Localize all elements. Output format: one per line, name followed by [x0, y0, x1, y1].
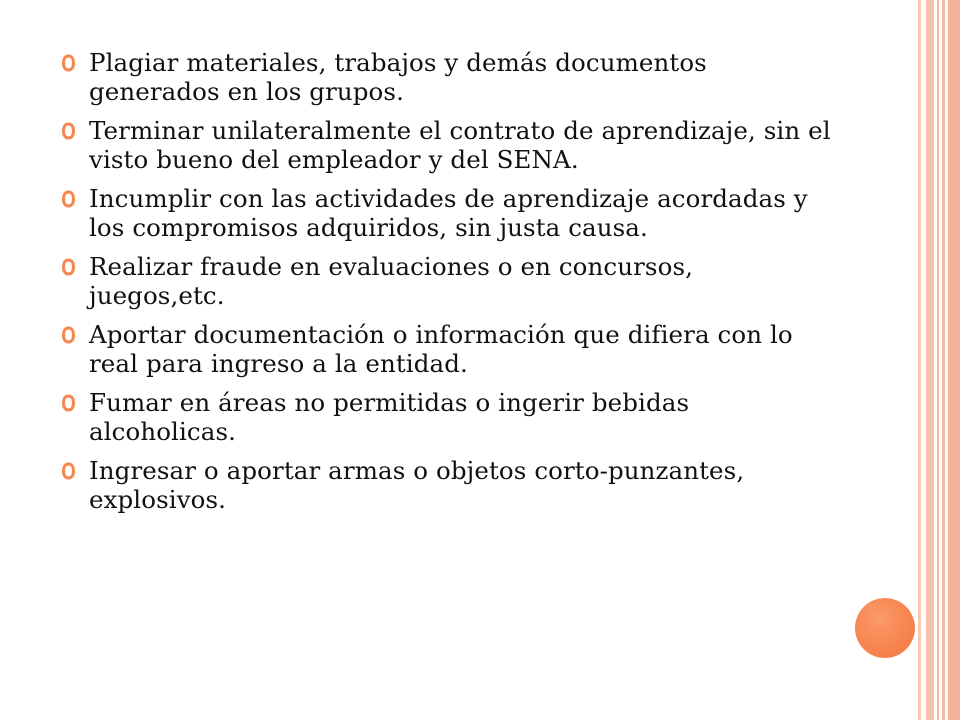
orange-ring-bullet-icon — [62, 326, 75, 344]
decorative-stripe — [926, 0, 934, 720]
bullet-item — [56, 116, 836, 174]
bullet-item — [56, 456, 836, 514]
decorative-stripe — [942, 0, 945, 720]
orange-ring-bullet-icon — [62, 462, 75, 480]
orange-ring-bullet-icon — [62, 394, 75, 412]
bullet-item — [56, 388, 836, 446]
orange-ring-bullet-icon — [62, 258, 75, 276]
bullet-text: Ingresar o aportar armas o objetos corto-punzantes, explosivos. — [89, 456, 745, 514]
bullet-text: Terminar unilateralmente el contrato de aprendizaje, sin el visto bueno del empleador y del SENA. — [89, 116, 831, 174]
decorative-stripe — [918, 0, 921, 720]
orange-ring-bullet-icon — [62, 122, 75, 140]
bullet-item — [56, 320, 836, 378]
decorative-stripe — [937, 0, 939, 720]
bullet-list — [56, 48, 836, 524]
bullet-item — [56, 252, 836, 310]
bullet-text: Incumplir con las actividades de aprendizaje acordadas y los compromisos adquiridos, sin justa causa. — [89, 184, 808, 242]
bullet-text: Aportar documentación o información que difiera con lo real para ingreso a la entidad. — [89, 320, 793, 378]
orange-ring-bullet-icon — [62, 54, 75, 72]
bullet-item — [56, 184, 836, 242]
bullet-text: Fumar en áreas no permitidas o ingerir bebidas alcoholicas. — [89, 388, 690, 446]
accent-circle-icon — [855, 598, 915, 658]
bullet-item — [56, 48, 836, 106]
bullet-text: Realizar fraude en evaluaciones o en concursos, juegos,etc. — [89, 252, 694, 310]
decorative-stripe — [948, 0, 960, 720]
bullet-text: Plagiar materiales, trabajos y demás documentos generados en los grupos. — [89, 48, 707, 106]
orange-ring-bullet-icon — [62, 190, 75, 208]
